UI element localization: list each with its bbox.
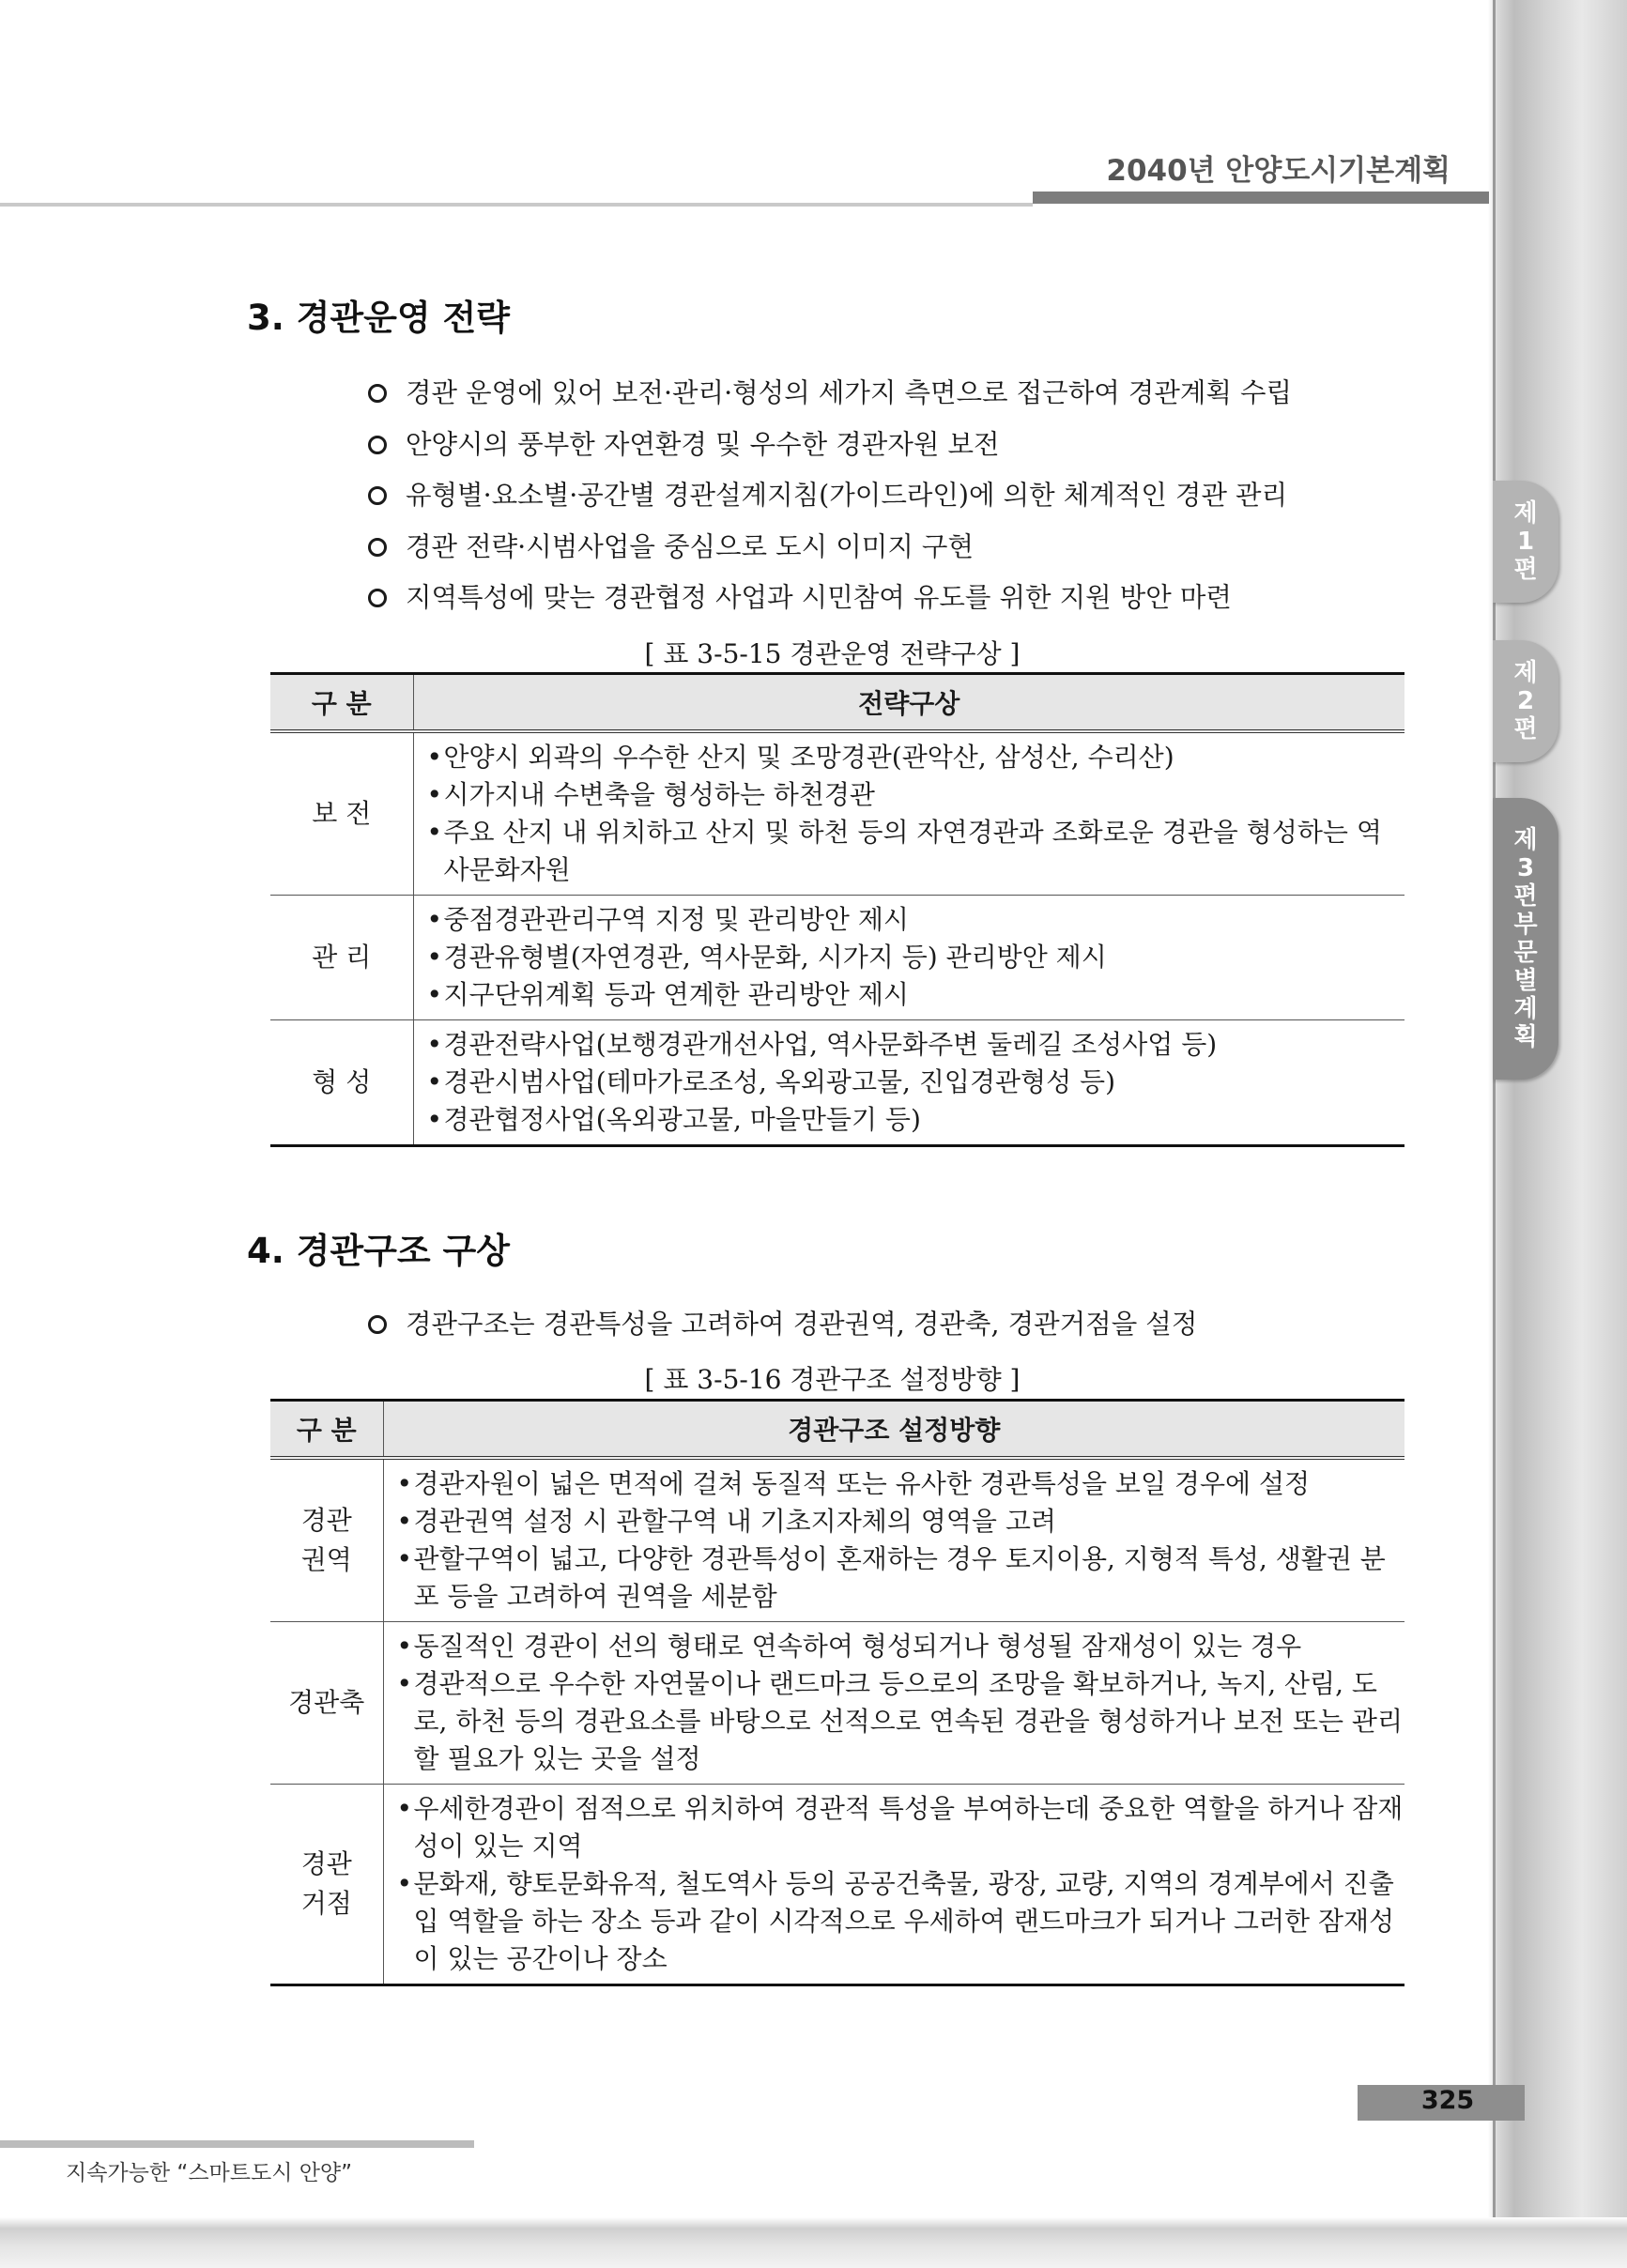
table-header-direction: 경관구조 설정방향 — [383, 1401, 1404, 1459]
bullet-dot-icon: • — [426, 742, 443, 773]
hollow-circle-bullet-icon — [368, 1315, 387, 1334]
bullet-item — [368, 573, 1292, 624]
bullet-text: 경관 운영에 있어 보전·관리·형성의 세가지 측면으로 접근하여 경관계획 수립 — [406, 377, 1293, 408]
tab-char: 2 — [1516, 687, 1535, 715]
section-4-bullet-list — [368, 1299, 1197, 1351]
bullet-text: 경관 전략·시범사업을 중심으로 도시 이미지 구현 — [406, 530, 974, 562]
table-row — [270, 1622, 1404, 1785]
table-bullet-item — [397, 1790, 1405, 1865]
row-label-text: 경관 거점 — [300, 1848, 352, 1919]
bullet-dot-icon: • — [426, 779, 443, 810]
table-bullet-text: 지구단위계획 등과 연계한 관리방안 제시 — [443, 979, 909, 1010]
hollow-circle-bullet-icon — [368, 486, 387, 505]
table-header-strategy: 전략구상 — [413, 674, 1404, 732]
table-row — [270, 896, 1404, 1020]
table-bullet-text: 문화재, 향토문화유적, 철도역사 등의 공공건축물, 광장, 교량, 지역의 경계부에서 진출입 역할을 하는 장소 등과 같이 시각적으로 우세하여 랜드마크가 되거나 그러한 잠재성이 있는 공간이나 장소 — [413, 1868, 1395, 1974]
header-rule-dark — [1033, 192, 1489, 204]
section-3-heading: 3. 경관운영 전략 — [247, 298, 511, 338]
bullet-dot-icon: • — [396, 1793, 413, 1824]
row-label-text: 경관 권역 — [300, 1505, 352, 1575]
hollow-circle-bullet-icon — [368, 538, 387, 557]
table-3-5-15-caption: [ 표 3-5-15 경관운영 전략구상 ] — [644, 638, 1021, 669]
table-bullet-item — [427, 976, 1405, 1014]
bullet-dot-icon: • — [426, 904, 443, 935]
tab-char: 편 — [1513, 556, 1538, 584]
bullet-item — [368, 522, 1292, 574]
table-bullet-item — [397, 1665, 1405, 1778]
table-bullet-text: 주요 산지 내 위치하고 산지 및 하천 등의 자연경관과 조화로운 경관을 형성하는 역사문화자원 — [443, 817, 1382, 885]
table-row-label — [270, 1458, 383, 1622]
table-3-5-15 — [270, 672, 1404, 1147]
bullet-dot-icon: • — [426, 1104, 443, 1135]
bullet-item — [368, 1299, 1197, 1351]
bullet-dot-icon: • — [396, 1868, 413, 1899]
row-label-text: 형 성 — [312, 1066, 372, 1097]
table-bullet-text: 중점경관관리구역 지정 및 관리방안 제시 — [443, 904, 909, 935]
bullet-dot-icon: • — [396, 1543, 413, 1574]
section-3-bullet-list — [368, 368, 1292, 624]
table-bullet-item — [427, 814, 1405, 889]
table-bullet-item — [427, 1064, 1405, 1101]
table-row-content — [413, 1020, 1404, 1146]
row-label-text: 경관축 — [288, 1687, 365, 1718]
table-row — [270, 731, 1404, 896]
table-bullet-item — [427, 901, 1405, 939]
bullet-dot-icon: • — [426, 942, 443, 973]
table-row-content — [413, 896, 1404, 1020]
table-bullet-text: 경관권역 설정 시 관할구역 내 기초지자체의 영역을 고려 — [413, 1506, 1056, 1537]
table-bullet-item — [397, 1465, 1405, 1503]
bullet-dot-icon: • — [426, 979, 443, 1010]
bullet-dot-icon: • — [426, 1029, 443, 1060]
row-label-text: 보 전 — [312, 798, 372, 829]
table-row-label — [270, 896, 413, 1020]
row-label-text: 관 리 — [312, 942, 372, 973]
tab-char: 편 — [1513, 882, 1538, 911]
bullet-text: 유형별·요소별·공간별 경관설계지침(가이드라인)에 의한 체계적인 경관 관리 — [406, 480, 1288, 511]
footer-slogan: 지속가능한 “스마트도시 안양” — [66, 2161, 353, 2185]
bullet-item — [368, 420, 1292, 471]
table-3-5-16 — [270, 1399, 1404, 1986]
bullet-text: 경관구조는 경관특성을 고려하여 경관권역, 경관축, 경관거점을 설정 — [406, 1309, 1198, 1340]
bullet-dot-icon: • — [396, 1468, 413, 1499]
table-bullet-text: 경관적으로 우수한 자연물이나 랜드마크 등으로의 조망을 확보하거나, 녹지, 산림, 도로, 하천 등의 경관요소를 바탕으로 선적으로 연속된 경관을 형성하거나 보전 또는 관리할 필요가 있는 곳을 설정 — [413, 1668, 1403, 1774]
page-bottom-shading — [0, 2217, 1627, 2268]
hollow-circle-bullet-icon — [368, 436, 387, 454]
bullet-item — [368, 368, 1292, 420]
footer-rule — [0, 2140, 474, 2148]
table-bullet-item — [427, 1101, 1405, 1139]
table-row — [270, 1458, 1404, 1622]
tab-char: 계 — [1513, 995, 1538, 1023]
table-row-label — [270, 1020, 413, 1146]
tab-char: 제 — [1513, 659, 1538, 687]
page-edge-shading — [1488, 0, 1627, 2268]
table-bullet-item — [427, 739, 1405, 776]
table-bullet-text: 관할구역이 넓고, 다양한 경관특성이 혼재하는 경우 토지이용, 지형적 특성, 생활권 분포 등을 고려하여 권역을 세분함 — [413, 1543, 1386, 1612]
tab-char: 편 — [1513, 715, 1538, 743]
table-bullet-text: 경관자원이 넓은 면적에 걸쳐 동질적 또는 유사한 경관특성을 보일 경우에 설정 — [413, 1468, 1311, 1499]
hollow-circle-bullet-icon — [368, 589, 387, 607]
table-bullet-item — [427, 1026, 1405, 1064]
table-bullet-item — [427, 939, 1405, 976]
tab-char: 1 — [1516, 528, 1535, 556]
bullet-dot-icon: • — [396, 1668, 413, 1699]
table-header-category: 구 분 — [270, 674, 413, 732]
tab-part-1[interactable] — [1493, 481, 1558, 603]
table-row-content — [413, 731, 1404, 896]
tab-part-3-sectoral-plan[interactable] — [1493, 798, 1558, 1080]
header-rule-light — [0, 203, 1033, 207]
table-bullet-text: 동질적인 경관이 선의 형태로 연속하여 형성되거나 형성될 잠재성이 있는 경우 — [413, 1631, 1302, 1662]
table-bullet-text: 경관전략사업(보행경관개선사업, 역사문화주변 둘레길 조성사업 등) — [443, 1029, 1218, 1060]
table-row-label — [270, 1785, 383, 1985]
hollow-circle-bullet-icon — [368, 384, 387, 403]
table-bullet-text: 안양시 외곽의 우수한 산지 및 조망경관(관악산, 삼성산, 수리산) — [443, 742, 1174, 773]
table-row-label — [270, 1622, 383, 1785]
tab-char: 별 — [1513, 967, 1538, 995]
page-edge-line — [1493, 0, 1496, 2268]
tab-char: 획 — [1513, 1023, 1538, 1051]
table-3-5-16-caption: [ 표 3-5-16 경관구조 설정방향 ] — [644, 1364, 1021, 1395]
table-bullet-item — [427, 776, 1405, 814]
tab-char: 3 — [1516, 854, 1535, 882]
running-header-title: 2040년 안양도시기본계획 — [1106, 154, 1450, 188]
table-bullet-item — [397, 1628, 1405, 1665]
section-4-heading: 4. 경관구조 구상 — [247, 1231, 511, 1271]
table-bullet-item — [397, 1865, 1405, 1978]
table-bullet-text: 경관유형별(자연경관, 역사문화, 시가지 등) 관리방안 제시 — [443, 942, 1107, 973]
bullet-dot-icon: • — [396, 1506, 413, 1537]
table-bullet-text: 시가지내 수변축을 형성하는 하천경관 — [443, 779, 875, 810]
table-row-label — [270, 731, 413, 896]
table-header-category: 구 분 — [270, 1401, 383, 1459]
table-row-content — [383, 1458, 1404, 1622]
table-bullet-text: 우세한경관이 점적으로 위치하여 경관적 특성을 부여하는데 중요한 역할을 하거나 잠재성이 있는 지역 — [413, 1793, 1404, 1862]
bullet-text: 지역특성에 맞는 경관협정 사업과 시민참여 유도를 위한 지원 방안 마련 — [406, 582, 1232, 613]
tab-char: 제 — [1513, 826, 1538, 854]
table-row-content — [383, 1622, 1404, 1785]
bullet-text: 안양시의 풍부한 자연환경 및 우수한 경관자원 보전 — [406, 428, 1000, 460]
tab-char: 제 — [1513, 499, 1538, 528]
bullet-dot-icon: • — [426, 817, 443, 848]
tab-char: 부 — [1513, 911, 1538, 939]
table-bullet-item — [397, 1503, 1405, 1540]
bullet-dot-icon: • — [426, 1066, 443, 1097]
bullet-item — [368, 470, 1292, 522]
page-number: 325 — [1420, 2086, 1475, 2115]
table-row-content — [383, 1785, 1404, 1985]
table-row — [270, 1785, 1404, 1985]
table-bullet-item — [397, 1540, 1405, 1616]
table-bullet-text: 경관협정사업(옥외광고물, 마을만들기 등) — [443, 1104, 921, 1135]
bullet-dot-icon: • — [396, 1631, 413, 1662]
tab-char: 문 — [1513, 939, 1538, 967]
table-bullet-text: 경관시범사업(테마가로조성, 옥외광고물, 진입경관형성 등) — [443, 1066, 1116, 1097]
table-row — [270, 1020, 1404, 1146]
